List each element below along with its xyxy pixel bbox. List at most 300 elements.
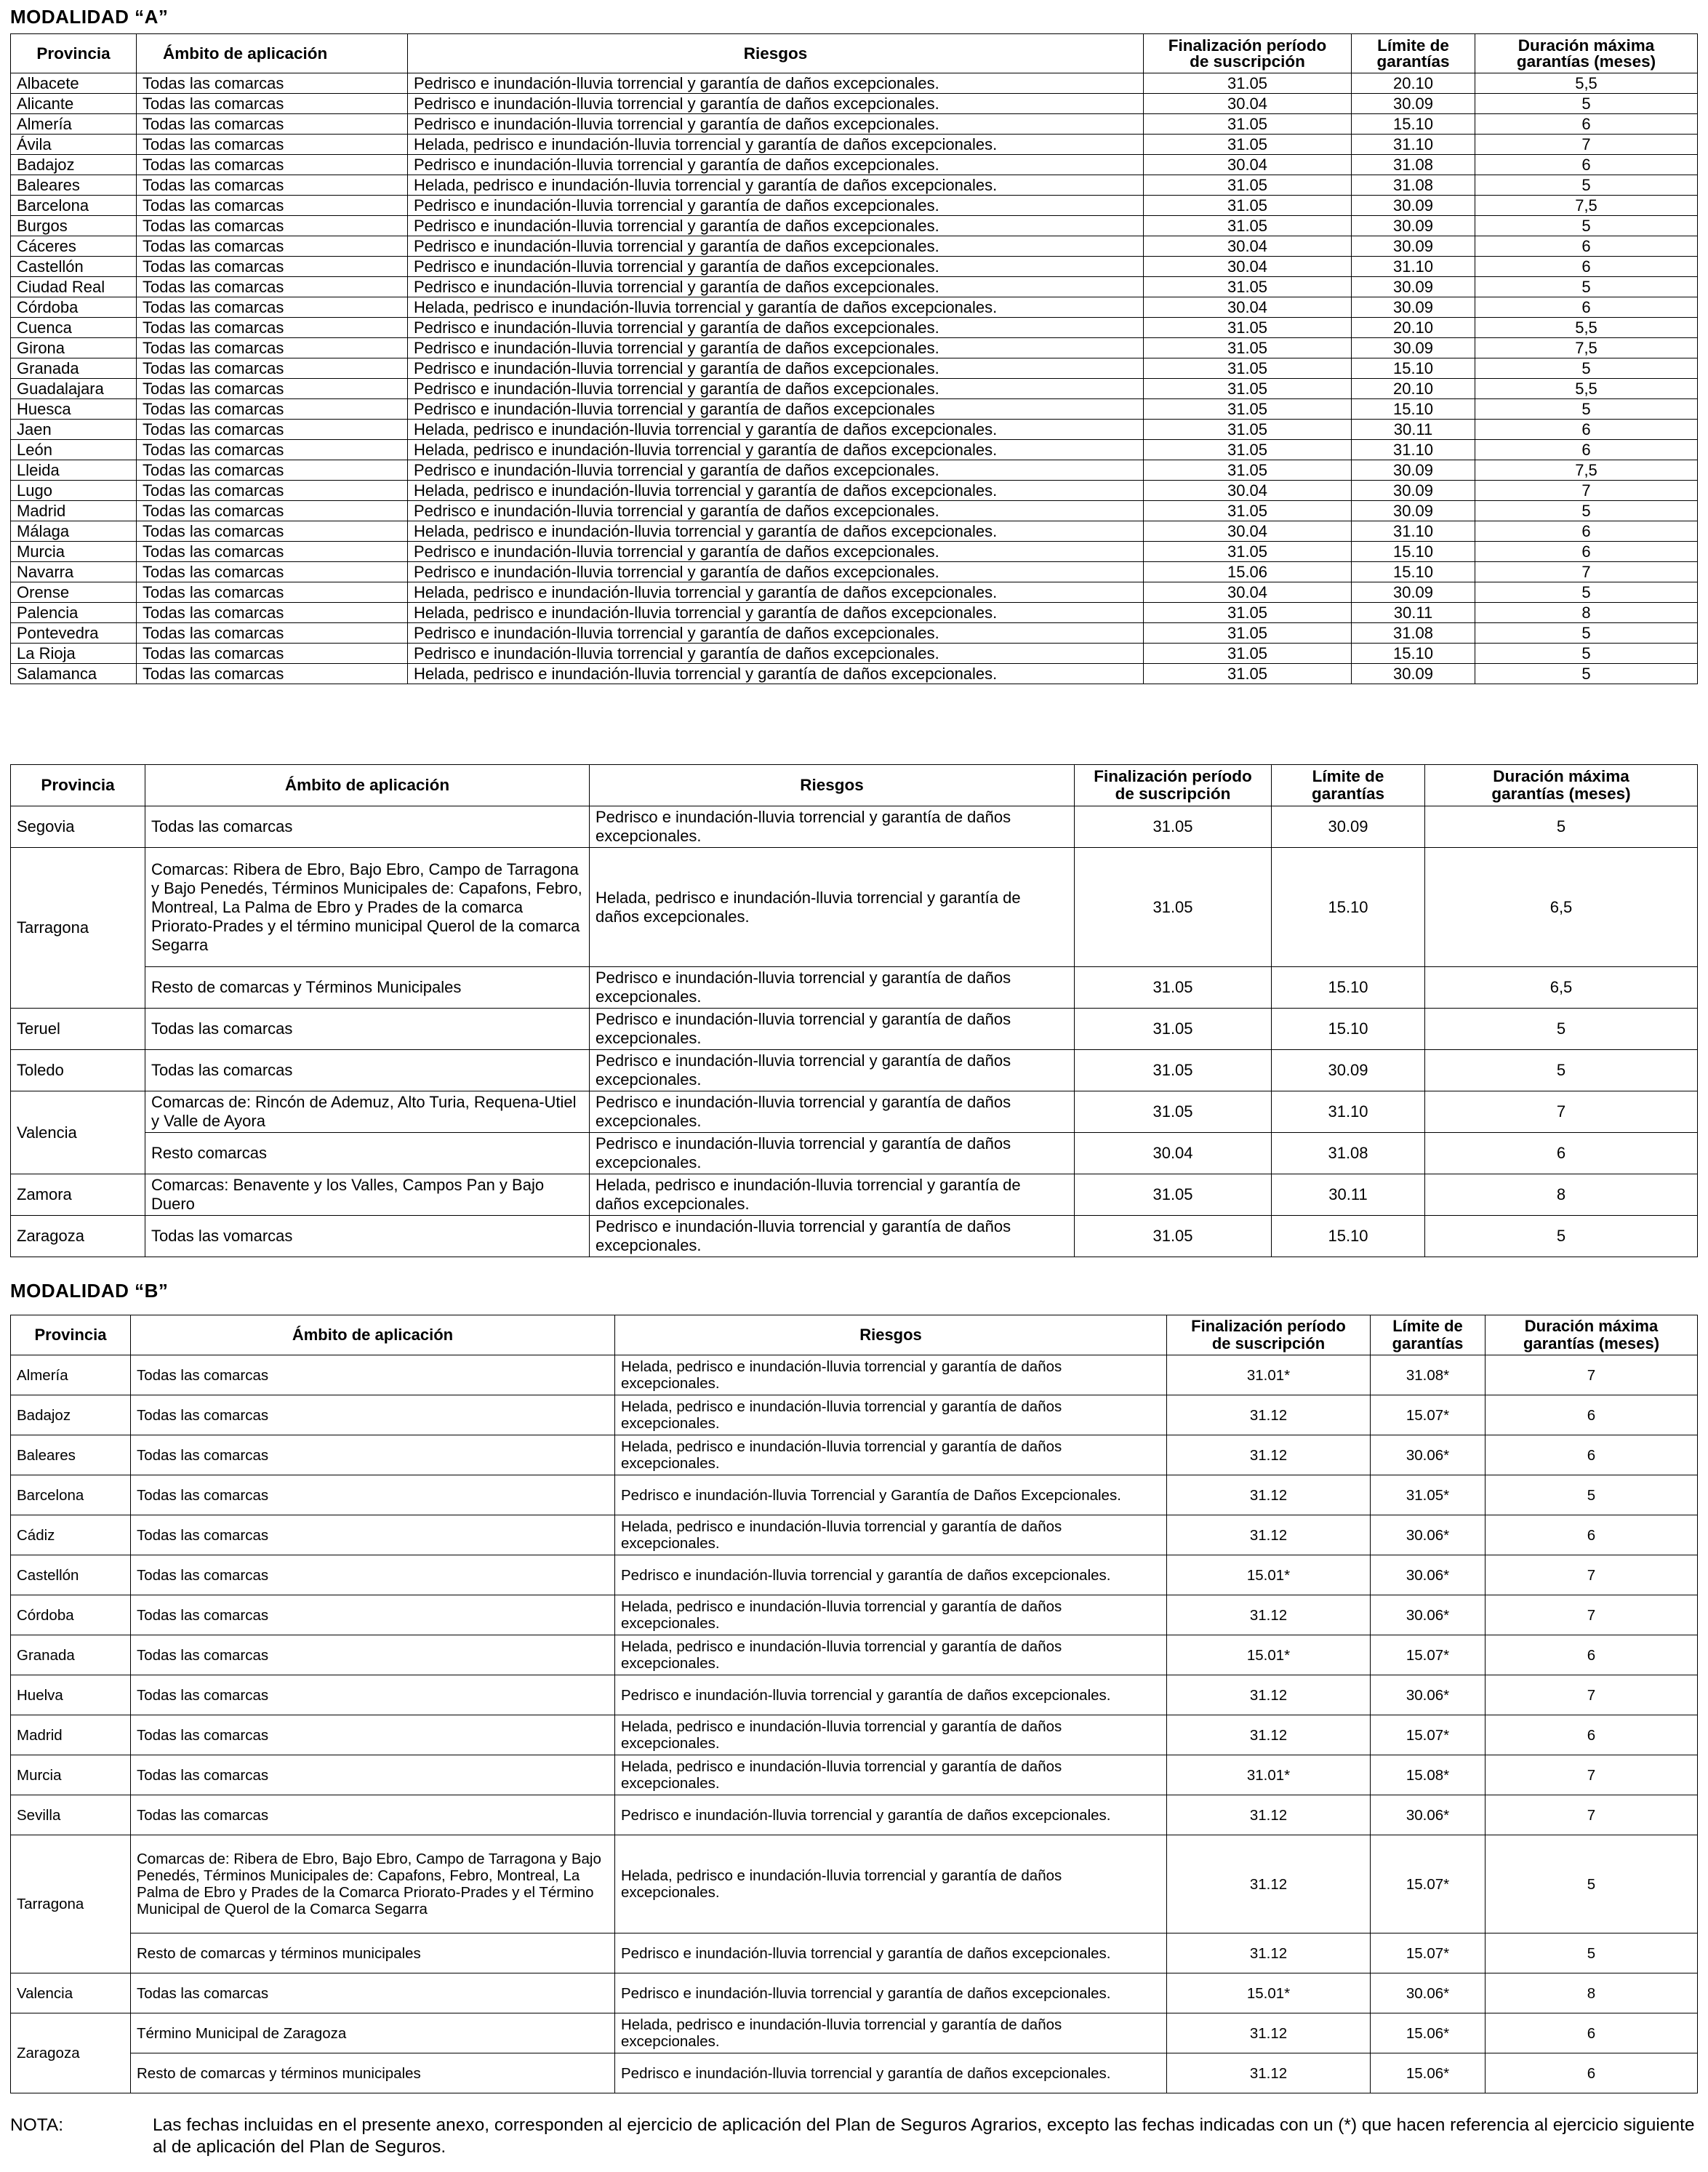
- cell-provincia: Sevilla: [11, 1795, 131, 1835]
- cell-limite: 30.09: [1352, 501, 1475, 521]
- cell-provincia: Valencia: [11, 1091, 145, 1174]
- table-row: [11, 358, 1698, 379]
- cell-limite: 31.10: [1272, 1091, 1425, 1133]
- cell-riesgos: Pedrisco e inundación-lluvia torrencial y garantía de daños excepcionales.: [408, 257, 1144, 277]
- cell-finalizacion: 31.05: [1144, 277, 1352, 297]
- cell-ambito: Resto comarcas: [145, 1133, 590, 1174]
- cell-limite: 15.10: [1352, 542, 1475, 562]
- cell-duracion: 7: [1486, 1595, 1698, 1635]
- cell-ambito: Todas las comarcas: [137, 542, 408, 562]
- cell-riesgos: Helada, pedrisco e inundación-lluvia torrencial y garantía de daños excepcionales.: [615, 1635, 1167, 1675]
- table-row: [11, 2013, 1698, 2053]
- table-row: [11, 196, 1698, 216]
- cell-limite: 15.10: [1272, 1216, 1425, 1257]
- cell-duracion: 6: [1475, 155, 1698, 175]
- cell-ambito: Todas las comarcas: [137, 318, 408, 338]
- header-provincia: Provincia: [11, 34, 137, 73]
- footnote-label: NOTA:: [10, 2115, 64, 2135]
- cell-riesgos: Helada, pedrisco e inundación-lluvia torrencial y garantía de daños excepcionales.: [408, 521, 1144, 542]
- cell-duracion: 5: [1486, 1475, 1698, 1515]
- cell-provincia: Toledo: [11, 1050, 145, 1091]
- cell-riesgos: Pedrisco e inundación-lluvia torrencial y garantía de daños excepcionales: [408, 399, 1144, 420]
- table-modalidad-a-continued: [10, 764, 1698, 1257]
- cell-finalizacion: 31.01*: [1167, 1755, 1371, 1795]
- cell-finalizacion: 31.12: [1167, 1475, 1371, 1515]
- cell-provincia: Murcia: [11, 542, 137, 562]
- table-row: [11, 2053, 1698, 2093]
- cell-ambito: Todas las comarcas: [137, 338, 408, 358]
- cell-limite: 30.09: [1352, 196, 1475, 216]
- cell-duracion: 6: [1425, 1133, 1698, 1174]
- cell-duracion: 7: [1475, 135, 1698, 155]
- cell-finalizacion: 31.12: [1167, 1795, 1371, 1835]
- cell-finalizacion: 30.04: [1144, 297, 1352, 318]
- cell-riesgos: Helada, pedrisco e inundación-lluvia torrencial y garantía de daños excepcionales.: [408, 297, 1144, 318]
- cell-duracion: 5: [1475, 358, 1698, 379]
- table-row: [11, 562, 1698, 582]
- cell-duracion: 5: [1486, 1835, 1698, 1933]
- cell-riesgos: Helada, pedrisco e inundación-lluvia torrencial y garantía de daños excepcionales.: [590, 1174, 1075, 1216]
- cell-limite: 31.08: [1352, 623, 1475, 644]
- cell-ambito: Todas las comarcas: [137, 481, 408, 501]
- cell-riesgos: Helada, pedrisco e inundación-lluvia torrencial y garantía de daños excepcionales.: [615, 2013, 1167, 2053]
- cell-ambito: Todas las comarcas: [131, 1755, 615, 1795]
- cell-riesgos: Helada, pedrisco e inundación-lluvia torrencial y garantía de daños excepcionales.: [408, 481, 1144, 501]
- cell-finalizacion: 31.05: [1144, 338, 1352, 358]
- cell-duracion: 7: [1486, 1755, 1698, 1795]
- cell-provincia: Segovia: [11, 806, 145, 848]
- cell-duracion: 6: [1486, 1435, 1698, 1475]
- cell-finalizacion: 31.05: [1144, 501, 1352, 521]
- header-finalizacion: Finalización período de suscripción: [1075, 765, 1272, 806]
- cell-duracion: 5: [1475, 623, 1698, 644]
- header-ambito: Ámbito de aplicación: [131, 1315, 615, 1355]
- cell-finalizacion: 31.05: [1075, 848, 1272, 967]
- cell-ambito: Resto de comarcas y términos municipales: [131, 1933, 615, 1973]
- cell-provincia: Almería: [11, 1355, 131, 1395]
- cell-finalizacion: 31.05: [1144, 460, 1352, 481]
- cell-riesgos: Pedrisco e inundación-lluvia torrencial y garantía de daños excepcionales.: [408, 114, 1144, 135]
- header-finalizacion: Finalización período de suscripción: [1167, 1315, 1371, 1355]
- cell-provincia: Almería: [11, 114, 137, 135]
- cell-ambito: Todas las comarcas: [137, 379, 408, 399]
- cell-riesgos: Helada, pedrisco e inundación-lluvia torrencial y garantía de daños excepcionales.: [590, 848, 1075, 967]
- cell-ambito: Término Municipal de Zaragoza: [131, 2013, 615, 2053]
- table-row: [11, 848, 1698, 967]
- header-provincia: Provincia: [11, 765, 145, 806]
- cell-limite: 30.06*: [1371, 1515, 1486, 1555]
- cell-provincia: La Rioja: [11, 644, 137, 664]
- cell-duracion: 5,5: [1475, 73, 1698, 94]
- table-row: [11, 481, 1698, 501]
- table-row: [11, 257, 1698, 277]
- table-header-row: [11, 765, 1698, 806]
- cell-duracion: 5: [1475, 644, 1698, 664]
- cell-finalizacion: 31.12: [1167, 1595, 1371, 1635]
- cell-limite: 30.06*: [1371, 1675, 1486, 1715]
- cell-finalizacion: 31.05: [1144, 73, 1352, 94]
- cell-riesgos: Helada, pedrisco e inundación-lluvia torrencial y garantía de daños excepcionales.: [408, 603, 1144, 623]
- cell-duracion: 6,5: [1425, 967, 1698, 1009]
- cell-limite: 15.10: [1352, 399, 1475, 420]
- cell-finalizacion: 31.05: [1144, 216, 1352, 236]
- cell-limite: 31.08: [1272, 1133, 1425, 1174]
- cell-limite: 31.10: [1352, 257, 1475, 277]
- cell-ambito: Todas las comarcas: [137, 297, 408, 318]
- cell-riesgos: Helada, pedrisco e inundación-lluvia torrencial y garantía de daños excepcionales.: [408, 664, 1144, 684]
- cell-provincia: Girona: [11, 338, 137, 358]
- cell-duracion: 6,5: [1425, 848, 1698, 967]
- cell-limite: 15.10: [1352, 562, 1475, 582]
- table-row: [11, 806, 1698, 848]
- cell-duracion: 6: [1475, 521, 1698, 542]
- cell-finalizacion: 31.12: [1167, 1933, 1371, 1973]
- cell-limite: 31.08: [1352, 155, 1475, 175]
- table-row: [11, 623, 1698, 644]
- cell-duracion: 6: [1486, 2013, 1698, 2053]
- cell-ambito: Todas las comarcas: [131, 1355, 615, 1395]
- cell-provincia: Lugo: [11, 481, 137, 501]
- header-limite: Límite de garantías: [1272, 765, 1425, 806]
- cell-limite: 15.10: [1272, 1009, 1425, 1050]
- header-limite: Límite de garantías: [1371, 1315, 1486, 1355]
- cell-finalizacion: 30.04: [1144, 94, 1352, 114]
- table-row: [11, 1216, 1698, 1257]
- cell-ambito: Todas las comarcas: [137, 562, 408, 582]
- cell-finalizacion: 31.05: [1144, 623, 1352, 644]
- cell-duracion: 5: [1475, 175, 1698, 196]
- cell-provincia: Valencia: [11, 1973, 131, 2013]
- cell-limite: 20.10: [1352, 73, 1475, 94]
- cell-duracion: 5,5: [1475, 379, 1698, 399]
- cell-provincia: León: [11, 440, 137, 460]
- cell-provincia: Albacete: [11, 73, 137, 94]
- cell-limite: 30.09: [1352, 338, 1475, 358]
- cell-riesgos: Pedrisco e inundación-lluvia torrencial y garantía de daños excepcionales.: [615, 1555, 1167, 1595]
- cell-ambito: Todas las comarcas: [131, 1595, 615, 1635]
- cell-duracion: 7: [1425, 1091, 1698, 1133]
- table-row: [11, 440, 1698, 460]
- cell-limite: 30.09: [1352, 664, 1475, 684]
- cell-limite: 15.06*: [1371, 2013, 1486, 2053]
- cell-duracion: 5: [1475, 277, 1698, 297]
- header-riesgos: Riesgos: [408, 34, 1144, 73]
- cell-riesgos: Pedrisco e inundación-lluvia torrencial y garantía de daños excepcionales.: [408, 236, 1144, 257]
- cell-duracion: 6: [1475, 542, 1698, 562]
- cell-ambito: Todas las comarcas: [137, 420, 408, 440]
- cell-riesgos: Pedrisco e inundación-lluvia torrencial y garantía de daños excepcionales.: [408, 216, 1144, 236]
- cell-limite: 15.10: [1352, 358, 1475, 379]
- table-row: [11, 155, 1698, 175]
- cell-provincia: Cádiz: [11, 1515, 131, 1555]
- cell-ambito: Resto de comarcas y Términos Municipales: [145, 967, 590, 1009]
- cell-provincia: Badajoz: [11, 1395, 131, 1435]
- cell-finalizacion: 31.05: [1075, 1050, 1272, 1091]
- cell-duracion: 7: [1486, 1675, 1698, 1715]
- table-row: [11, 297, 1698, 318]
- cell-duracion: 6: [1475, 257, 1698, 277]
- cell-ambito: Comarcas: Ribera de Ebro, Bajo Ebro, Campo de Tarragona y Bajo Penedés, Términos Municipales de: Capafons, Febro, Montreal, La Palma de Ebro y Prades de la comarca Priorato-Prades y el término municipal Querol de la comarca Segarra: [145, 848, 590, 967]
- table-header-row: [11, 34, 1698, 73]
- header-riesgos: Riesgos: [615, 1315, 1167, 1355]
- cell-riesgos: Helada, pedrisco e inundación-lluvia torrencial y garantía de daños excepcionales.: [615, 1715, 1167, 1755]
- cell-limite: 30.11: [1352, 603, 1475, 623]
- table-row: [11, 1635, 1698, 1675]
- header-provincia: Provincia: [11, 1315, 131, 1355]
- cell-provincia: Orense: [11, 582, 137, 603]
- cell-finalizacion: 31.05: [1075, 1174, 1272, 1216]
- cell-duracion: 5: [1425, 806, 1698, 848]
- cell-duracion: 5: [1475, 582, 1698, 603]
- header-duracion: Duración máxima garantías (meses): [1475, 34, 1698, 73]
- cell-ambito: Todas las comarcas: [131, 1555, 615, 1595]
- cell-provincia: Tarragona: [11, 1835, 131, 1973]
- table-row: [11, 1355, 1698, 1395]
- table-row: [11, 1174, 1698, 1216]
- table-row: [11, 542, 1698, 562]
- cell-riesgos: Pedrisco e inundación-lluvia torrencial y garantía de daños excepcionales.: [408, 644, 1144, 664]
- cell-riesgos: Pedrisco e inundación-lluvia torrencial y garantía de daños excepcionales.: [590, 1216, 1075, 1257]
- cell-limite: 15.07*: [1371, 1715, 1486, 1755]
- cell-riesgos: Pedrisco e inundación-lluvia torrencial y garantía de daños excepcionales.: [615, 1675, 1167, 1715]
- cell-riesgos: Pedrisco e inundación-lluvia torrencial y garantía de daños excepcionales.: [408, 460, 1144, 481]
- cell-finalizacion: 31.12: [1167, 1835, 1371, 1933]
- cell-ambito: Todas las comarcas: [137, 155, 408, 175]
- header-duracion: Duración máxima garantías (meses): [1425, 765, 1698, 806]
- cell-provincia: Pontevedra: [11, 623, 137, 644]
- cell-duracion: 6: [1486, 1635, 1698, 1675]
- table-row: [11, 277, 1698, 297]
- cell-duracion: 6: [1475, 114, 1698, 135]
- cell-limite: 30.09: [1272, 1050, 1425, 1091]
- cell-duracion: 5: [1425, 1216, 1698, 1257]
- cell-ambito: Todas las comarcas: [137, 603, 408, 623]
- cell-finalizacion: 30.04: [1144, 257, 1352, 277]
- cell-riesgos: Pedrisco e inundación-lluvia torrencial y garantía de daños excepcionales.: [408, 501, 1144, 521]
- cell-duracion: 6: [1475, 297, 1698, 318]
- cell-limite: 30.11: [1352, 420, 1475, 440]
- section-b-title: MODALIDAD “B”: [10, 1280, 169, 1302]
- cell-duracion: 5: [1475, 664, 1698, 684]
- cell-finalizacion: 31.05: [1075, 1091, 1272, 1133]
- cell-finalizacion: 31.05: [1144, 399, 1352, 420]
- cell-ambito: Todas las comarcas: [137, 460, 408, 481]
- cell-riesgos: Pedrisco e inundación-lluvia torrencial y garantía de daños excepcionales.: [590, 1133, 1075, 1174]
- cell-ambito: Todas las comarcas: [137, 114, 408, 135]
- table-row: [11, 1595, 1698, 1635]
- cell-duracion: 7: [1486, 1555, 1698, 1595]
- cell-riesgos: Helada, pedrisco e inundación-lluvia torrencial y garantía de daños excepcionales.: [615, 1755, 1167, 1795]
- cell-duracion: 6: [1475, 440, 1698, 460]
- cell-finalizacion: 31.05: [1075, 967, 1272, 1009]
- cell-riesgos: Helada, pedrisco e inundación-lluvia torrencial y garantía de daños excepcionales.: [408, 420, 1144, 440]
- cell-riesgos: Helada, pedrisco e inundación-lluvia torrencial y garantía de daños excepcionales.: [615, 1395, 1167, 1435]
- cell-finalizacion: 31.12: [1167, 1675, 1371, 1715]
- cell-riesgos: Pedrisco e inundación-lluvia torrencial y garantía de daños excepcionales.: [408, 562, 1144, 582]
- cell-riesgos: Pedrisco e inundación-lluvia torrencial y garantía de daños excepcionales.: [408, 623, 1144, 644]
- cell-finalizacion: 30.04: [1144, 155, 1352, 175]
- cell-ambito: Todas las comarcas: [137, 582, 408, 603]
- cell-duracion: 6: [1475, 420, 1698, 440]
- table-row: [11, 1475, 1698, 1515]
- table-row: [11, 1435, 1698, 1475]
- cell-ambito: Todas las comarcas: [137, 257, 408, 277]
- cell-finalizacion: 30.04: [1144, 521, 1352, 542]
- cell-provincia: Cáceres: [11, 236, 137, 257]
- cell-ambito: Todas las comarcas: [137, 135, 408, 155]
- cell-finalizacion: 15.01*: [1167, 1635, 1371, 1675]
- cell-finalizacion: 31.05: [1144, 603, 1352, 623]
- cell-ambito: Todas las comarcas: [131, 1475, 615, 1515]
- cell-ambito: Todas las comarcas: [137, 73, 408, 94]
- table-row: [11, 521, 1698, 542]
- cell-limite: 30.09: [1352, 216, 1475, 236]
- cell-duracion: 8: [1486, 1973, 1698, 2013]
- cell-riesgos: Helada, pedrisco e inundación-lluvia torrencial y garantía de daños excepcionales.: [408, 440, 1144, 460]
- table-modalidad-a: [10, 33, 1698, 684]
- cell-ambito: Todas las comarcas: [137, 623, 408, 644]
- cell-finalizacion: 31.05: [1144, 318, 1352, 338]
- cell-ambito: Todas las comarcas: [137, 644, 408, 664]
- cell-ambito: Todas las vomarcas: [145, 1216, 590, 1257]
- cell-finalizacion: 31.05: [1144, 664, 1352, 684]
- cell-limite: 31.10: [1352, 440, 1475, 460]
- cell-ambito: Todas las comarcas: [137, 399, 408, 420]
- cell-limite: 15.07*: [1371, 1933, 1486, 1973]
- cell-riesgos: Pedrisco e inundación-lluvia torrencial y garantía de daños excepcionales.: [408, 338, 1144, 358]
- cell-provincia: Córdoba: [11, 1595, 131, 1635]
- cell-finalizacion: 15.01*: [1167, 1973, 1371, 2013]
- cell-ambito: Todas las comarcas: [131, 1675, 615, 1715]
- cell-limite: 30.11: [1272, 1174, 1425, 1216]
- cell-riesgos: Helada, pedrisco e inundación-lluvia torrencial y garantía de daños excepcionales.: [408, 582, 1144, 603]
- table-row: [11, 73, 1698, 94]
- cell-duracion: 7: [1486, 1795, 1698, 1835]
- table-row: [11, 420, 1698, 440]
- cell-riesgos: Pedrisco e inundación-lluvia torrencial y garantía de daños excepcionales.: [590, 1009, 1075, 1050]
- cell-limite: 15.10: [1352, 644, 1475, 664]
- cell-provincia: Tarragona: [11, 848, 145, 1009]
- cell-limite: 30.09: [1272, 806, 1425, 848]
- header-ambito: Ámbito de aplicación: [145, 765, 590, 806]
- cell-ambito: Todas las comarcas: [131, 1795, 615, 1835]
- cell-duracion: 6: [1475, 236, 1698, 257]
- table-row: [11, 603, 1698, 623]
- cell-duracion: 5: [1425, 1050, 1698, 1091]
- table-modalidad-b: [10, 1315, 1698, 2093]
- cell-provincia: Teruel: [11, 1009, 145, 1050]
- cell-limite: 30.09: [1352, 481, 1475, 501]
- cell-finalizacion: 31.05: [1144, 358, 1352, 379]
- cell-provincia: Cuenca: [11, 318, 137, 338]
- cell-riesgos: Helada, pedrisco e inundación-lluvia torrencial y garantía de daños excepcionales.: [615, 1595, 1167, 1635]
- cell-ambito: Comarcas de: Ribera de Ebro, Bajo Ebro, Campo de Tarragona y Bajo Penedés, Términos Municipales de: Capafons, Febro, Montreal, La Palma de Ebro y Prades de la Comarca Priorato-Prades y el Término Municipal de Querol de la Comarca Segarra: [131, 1835, 615, 1933]
- cell-limite: 30.06*: [1371, 1973, 1486, 2013]
- cell-duracion: 5,5: [1475, 318, 1698, 338]
- cell-duracion: 5: [1475, 399, 1698, 420]
- cell-limite: 30.06*: [1371, 1595, 1486, 1635]
- cell-riesgos: Pedrisco e inundación-lluvia torrencial y garantía de daños excepcionales.: [615, 2053, 1167, 2093]
- table-row: [11, 1933, 1698, 1973]
- cell-limite: 15.07*: [1371, 1395, 1486, 1435]
- cell-provincia: Palencia: [11, 603, 137, 623]
- cell-ambito: Todas las comarcas: [137, 236, 408, 257]
- cell-riesgos: Pedrisco e inundación-lluvia torrencial y garantía de daños excepcionales.: [408, 73, 1144, 94]
- table-header-row: [11, 1315, 1698, 1355]
- cell-finalizacion: 31.05: [1075, 1216, 1272, 1257]
- cell-duracion: 8: [1475, 603, 1698, 623]
- cell-riesgos: Pedrisco e inundación-lluvia torrencial y garantía de daños excepcionales.: [408, 542, 1144, 562]
- cell-provincia: Córdoba: [11, 297, 137, 318]
- table-row: [11, 1515, 1698, 1555]
- cell-provincia: Lleida: [11, 460, 137, 481]
- cell-duracion: 7,5: [1475, 338, 1698, 358]
- cell-provincia: Castellón: [11, 1555, 131, 1595]
- cell-finalizacion: 15.01*: [1167, 1555, 1371, 1595]
- cell-duracion: 6: [1486, 1515, 1698, 1555]
- cell-limite: 30.09: [1352, 297, 1475, 318]
- cell-ambito: Todas las comarcas: [137, 501, 408, 521]
- cell-limite: 31.10: [1352, 135, 1475, 155]
- cell-limite: 30.09: [1352, 277, 1475, 297]
- cell-limite: 31.08: [1352, 175, 1475, 196]
- table-row: [11, 967, 1698, 1009]
- table-row: [11, 1009, 1698, 1050]
- table-row: [11, 94, 1698, 114]
- cell-provincia: Baleares: [11, 175, 137, 196]
- cell-finalizacion: 30.04: [1144, 582, 1352, 603]
- cell-provincia: Badajoz: [11, 155, 137, 175]
- cell-provincia: Ciudad Real: [11, 277, 137, 297]
- table-row: [11, 1835, 1698, 1933]
- cell-ambito: Comarcas de: Rincón de Ademuz, Alto Turia, Requena-Utiel y Valle de Ayora: [145, 1091, 590, 1133]
- table-row: [11, 236, 1698, 257]
- footnote-text: Las fechas incluidas en el presente anexo, corresponden al ejercicio de aplicación del Plan de Seguros Agrarios, excepto las fechas indicadas con un (*) que hacen referencia al ejercicio siguiente al de aplicación del Plan de Seguros.: [153, 2115, 1695, 2157]
- cell-ambito: Todas las comarcas: [137, 664, 408, 684]
- table-row: [11, 135, 1698, 155]
- cell-provincia: Navarra: [11, 562, 137, 582]
- cell-limite: 30.09: [1352, 582, 1475, 603]
- table-row: [11, 501, 1698, 521]
- cell-provincia: Salamanca: [11, 664, 137, 684]
- cell-limite: 15.10: [1272, 848, 1425, 967]
- cell-ambito: Resto de comarcas y términos municipales: [131, 2053, 615, 2093]
- cell-riesgos: Helada, pedrisco e inundación-lluvia torrencial y garantía de daños excepcionales.: [408, 135, 1144, 155]
- cell-riesgos: Pedrisco e inundación-lluvia torrencial y garantía de daños excepcionales.: [590, 967, 1075, 1009]
- cell-riesgos: Pedrisco e inundación-lluvia torrencial y garantía de daños excepcionales.: [615, 1795, 1167, 1835]
- cell-duracion: 5: [1475, 501, 1698, 521]
- section-a-title: MODALIDAD “A”: [10, 6, 169, 28]
- cell-provincia: Murcia: [11, 1755, 131, 1795]
- table-row: [11, 1555, 1698, 1595]
- cell-ambito: Todas las comarcas: [137, 277, 408, 297]
- cell-finalizacion: 31.12: [1167, 2013, 1371, 2053]
- cell-ambito: Todas las comarcas: [131, 1395, 615, 1435]
- cell-finalizacion: 15.06: [1144, 562, 1352, 582]
- cell-duracion: 8: [1425, 1174, 1698, 1216]
- cell-ambito: Todas las comarcas: [145, 1050, 590, 1091]
- cell-duracion: 6: [1486, 1395, 1698, 1435]
- cell-finalizacion: 31.01*: [1167, 1355, 1371, 1395]
- cell-riesgos: Pedrisco e inundación-lluvia Torrencial y Garantía de Daños Excepcionales.: [615, 1475, 1167, 1515]
- cell-limite: 31.08*: [1371, 1355, 1486, 1395]
- cell-riesgos: Pedrisco e inundación-lluvia torrencial y garantía de daños excepcionales.: [615, 1973, 1167, 2013]
- cell-finalizacion: 31.05: [1144, 379, 1352, 399]
- table-row: [11, 1795, 1698, 1835]
- cell-limite: 15.07*: [1371, 1835, 1486, 1933]
- cell-ambito: Todas las comarcas: [137, 358, 408, 379]
- cell-ambito: Todas las comarcas: [137, 440, 408, 460]
